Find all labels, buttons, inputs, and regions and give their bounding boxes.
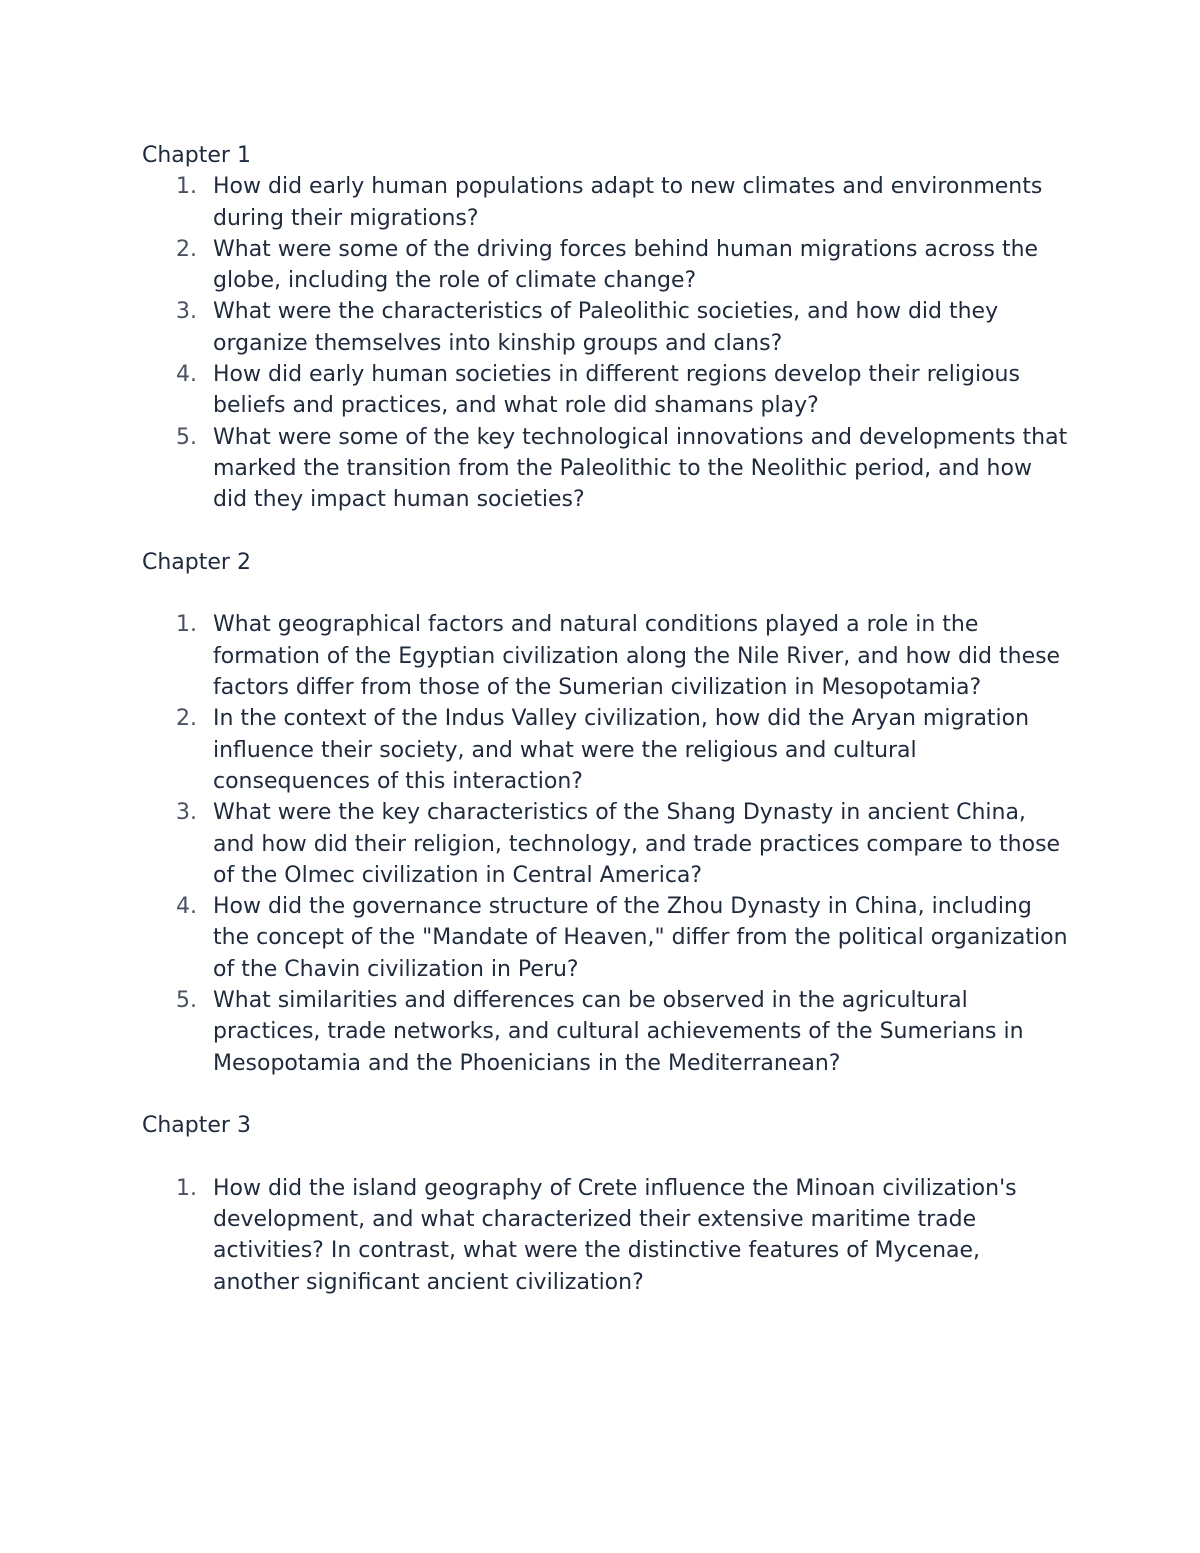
question-number: 2.: [176, 236, 197, 262]
question-item: [142, 1173, 1072, 1298]
document-body: [142, 140, 1072, 1298]
question-item: [142, 797, 1072, 891]
question-text: In the context of the Indus Valley civilization, how did the Aryan migration influence their society, and what were the religious and cultural consequences of this interaction?: [213, 706, 1030, 794]
question-number: 1.: [176, 1175, 197, 1201]
chapter-1-question-list: [142, 171, 1072, 515]
question-text: How did the governance structure of the Zhou Dynasty in China, including the concept of the "Mandate of Heaven," differ from the political organization of the Chavin civilization in Peru?: [213, 894, 1068, 982]
question-number: 4.: [176, 894, 197, 920]
question-number: 5.: [176, 988, 197, 1014]
chapter-1-title: Chapter 1: [142, 143, 251, 168]
chapter-3-title: Chapter 3: [142, 1113, 251, 1139]
chapter-3-question-list: [142, 1173, 1072, 1298]
question-number: 2.: [176, 706, 197, 732]
question-number: 3.: [176, 800, 197, 826]
question-text: What were some of the key technological innovations and developments that marked the transition from the Paleolithic to the Neolithic period, and how did they impact human societies?: [213, 424, 1068, 513]
question-number: 4.: [176, 362, 197, 388]
question-item: [142, 296, 1072, 359]
question-text: How did early human societies in different regions develop their religious beliefs and practices, and what role did shamans play?: [213, 362, 1020, 419]
question-number: 3.: [176, 299, 197, 325]
question-text: What were the key characteristics of the Shang Dynasty in ancient China, and how did their religion, technology, and trade practices compare to those of the Olmec civilization in Central America?: [213, 800, 1061, 888]
question-text: What geographical factors and natural conditions played a role in the formation of the Egyptian civilization along the Nile River, and how did these factors differ from those of the Sumerian civilization in Mesopotamia?: [213, 612, 1061, 701]
question-item: [142, 234, 1072, 297]
question-item: [142, 359, 1072, 422]
question-number: 1.: [176, 612, 197, 638]
question-item: [142, 703, 1072, 797]
chapter-2-question-list: [142, 609, 1072, 1078]
question-item: [142, 422, 1072, 516]
question-text: What were the characteristics of Paleolithic societies, and how did they organize themselves into kinship groups and clans?: [213, 299, 999, 356]
question-number: 5.: [176, 424, 197, 450]
question-text: How did early human populations adapt to new climates and environments during their migrations?: [213, 174, 1043, 231]
question-item: [142, 985, 1072, 1079]
question-number: 1.: [176, 174, 197, 200]
question-text: How did the island geography of Crete influence the Minoan civilization's development, and what characterized their extensive maritime trade activities? In contrast, what were the distinctive features of Mycenae, another significant ancient civilization?: [213, 1175, 1017, 1295]
chapter-3-section: [142, 1110, 1072, 1298]
question-item: [142, 171, 1072, 234]
question-text: What were some of the driving forces behind human migrations across the globe, including the role of climate change?: [213, 236, 1039, 294]
question-item: [142, 609, 1072, 703]
chapter-2-section: [142, 547, 1072, 1079]
chapter-1-section: [142, 140, 1072, 516]
question-text: What similarities and differences can be observed in the agricultural practices, trade networks, and cultural achievements of the Sumerians in Mesopotamia and the Phoenicians in the Mediterranean?: [213, 988, 1024, 1076]
chapter-2-title: Chapter 2: [142, 549, 251, 575]
question-item: [142, 891, 1072, 985]
